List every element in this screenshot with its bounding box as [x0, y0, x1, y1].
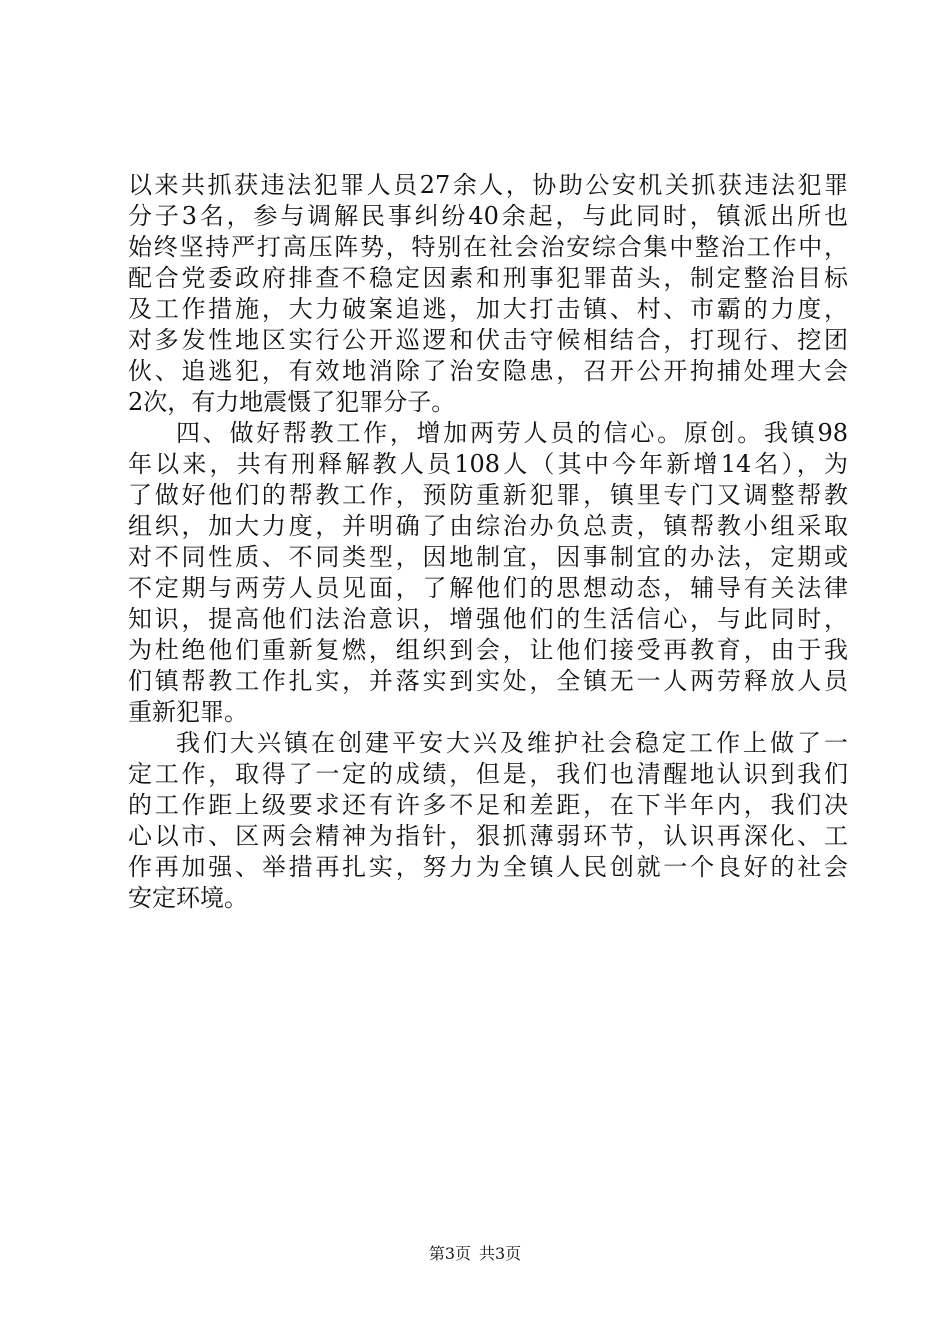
text-line: 了做好他们的帮教工作，预防重新犯罪，镇里专门又调整帮教 [128, 481, 848, 509]
text-line: 心以市、区两会精神为指针，狠抓薄弱环节，认识再深化、工 [128, 822, 848, 850]
text-line: 重新犯罪。 [128, 698, 248, 726]
text-line: 年以来，共有刑释解教人员108人（其中今年新增14名），为 [128, 450, 848, 478]
text-line: 2次，有力地震慑了犯罪分子。 [128, 388, 456, 416]
text-line: 为杜绝他们重新复燃，组织到会，让他们接受再教育，由于我 [128, 636, 848, 664]
text-line: 知识，提高他们法治意识，增强他们的生活信心，与此同时， [128, 605, 848, 633]
paragraph-3 [128, 728, 848, 914]
text-line: 不定期与两劳人员见面，了解他们的思想动态，辅导有关法律 [128, 574, 848, 602]
text-line: 对多发性地区实行公开巡逻和伏击守候相结合，打现行、挖团 [128, 326, 848, 354]
text-line: 对不同性质、不同类型，因地制宜，因事制宜的办法，定期或 [128, 543, 848, 571]
text-line: 始终坚持严打高压阵势，特别在社会治安综合集中整治工作中， [128, 233, 848, 261]
text-line: 作再加强、举措再扎实，努力为全镇人民创就一个良好的社会 [128, 853, 848, 881]
text-line: 我们大兴镇在创建平安大兴及维护社会稳定工作上做了一 [176, 729, 848, 757]
text-line: 们镇帮教工作扎实，并落实到实处，全镇无一人两劳释放人员 [128, 667, 848, 695]
text-line: 以来共抓获违法犯罪人员27余人，协助公安机关抓获违法犯罪 [128, 171, 848, 199]
page-footer [0, 1244, 950, 1264]
paragraph-2 [128, 418, 848, 728]
text-line: 定工作，取得了一定的成绩，但是，我们也清醒地认识到我们 [128, 760, 848, 788]
text-line: 伙、追逃犯，有效地消除了治安隐患，召开公开拘捕处理大会 [128, 357, 848, 385]
page-total: 共3页 [479, 1244, 522, 1263]
text-line: 组织，加大力度，并明确了由综治办负总责，镇帮教小组采取 [128, 512, 848, 540]
text-line: 四、做好帮教工作，增加两劳人员的信心。原创。我镇98 [176, 419, 848, 447]
text-line: 分子3名，参与调解民事纠纷40余起，与此同时，镇派出所也 [128, 202, 848, 230]
text-line: 的工作距上级要求还有许多不足和差距，在下半年内，我们决 [128, 791, 848, 819]
paragraph-1 [128, 170, 848, 418]
page-number: 第3页 [428, 1244, 471, 1263]
text-line: 安定环境。 [128, 884, 248, 912]
text-line: 及工作措施，大力破案追逃，加大打击镇、村、市霸的力度， [128, 295, 848, 323]
document-body [128, 170, 848, 914]
text-line: 配合党委政府排查不稳定因素和刑事犯罪苗头，制定整治目标 [128, 264, 848, 292]
